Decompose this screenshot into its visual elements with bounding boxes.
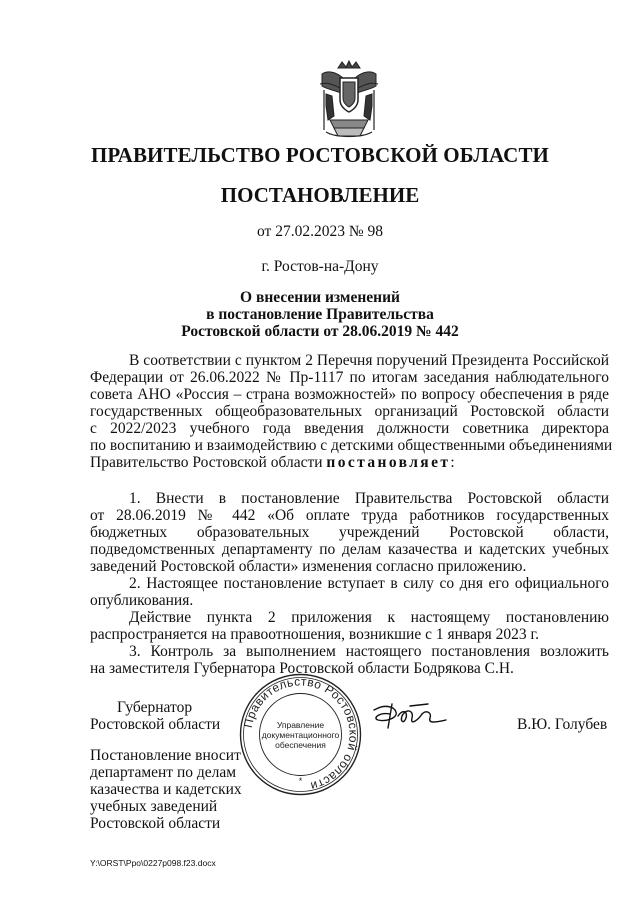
governor-title: Губернатор <box>117 699 193 716</box>
signatory-name: В.Ю. Голубев <box>517 716 608 733</box>
item-2b-line: Действие пункта 2 приложения к настоящему постановлению <box>129 609 609 626</box>
seal-inner-line: Управление <box>276 720 325 730</box>
preamble-line: государственных общеобразовательных организаций Ростовской области <box>90 403 609 420</box>
item-1-line: бюджетных образовательных учреждений Ростовской области, <box>90 524 609 541</box>
item-3-line: на заместителя Губернатора Ростовской области Бодрякова С.Н. <box>90 660 514 677</box>
seal-inner-line: обеспечения <box>275 740 326 750</box>
file-path: Y:\ORST\Ppo\0227p098.f23.docx <box>90 858 216 868</box>
preamble-line: Федерации от 26.06.2022 № Пр-1117 по итогам заседания наблюдательного <box>90 369 609 386</box>
submitted-by-line: департамент по делам <box>90 764 237 781</box>
item-2b-line: распространяется на правоотношения, возникшие с 1 января 2023 г. <box>90 626 540 643</box>
preamble-suffix: : <box>450 454 455 471</box>
seal-inner-line: документационного <box>261 730 340 740</box>
item-1-line: 1. Внести в постановление Правительства Ростовской области <box>129 490 609 507</box>
governor-region: Ростовской области <box>90 716 221 733</box>
submitted-by-line: казачества и кадетских <box>90 781 242 798</box>
item-3-line: 3. Контроль за выполнением настоящего постановления возложить <box>129 643 609 660</box>
item-1-line: заведений Ростовской области» изменения согласно приложению. <box>90 558 527 575</box>
submitted-by-line: учебных заведений <box>90 798 218 815</box>
subject-line: в постановление Правительства <box>206 306 434 323</box>
preamble-line: по воспитанию и взаимодействию с детскими общественными объединениями <box>90 437 613 454</box>
preamble-final-line <box>90 454 609 471</box>
document-subject <box>0 289 640 340</box>
preamble-line: с 2022/2023 учебного года введения должности советника директора <box>90 420 609 437</box>
preamble-prefix: Правительство Ростовской области <box>90 454 327 471</box>
resolution-keyword: постановляет <box>326 454 451 471</box>
document-city: г. Ростов-на-Дону <box>261 258 379 275</box>
item-2-line: 2. Настоящее постановление вступает в силу со дня его официального <box>129 575 609 592</box>
document-date-number: от 27.02.2023 № 98 <box>257 223 383 240</box>
submitted-by-line: Постановление вносит <box>90 747 241 764</box>
coat-of-arms-icon <box>316 60 382 140</box>
item-2-line: опубликования. <box>90 592 194 609</box>
official-seal-icon <box>238 672 363 797</box>
seal-ring-text: Правительство Ростовской области <box>240 674 361 794</box>
subject-line: Ростовской области от 28.06.2019 № 442 <box>181 323 459 340</box>
svg-text:*: * <box>298 776 303 786</box>
item-1-line: подведомственных департаменту по делам казачества и кадетских учебных <box>90 541 609 558</box>
handwritten-signature-icon <box>370 700 450 732</box>
document-type: ПОСТАНОВЛЕНИЕ <box>220 183 420 207</box>
government-title: ПРАВИТЕЛЬСТВО РОСТОВСКОЙ ОБЛАСТИ <box>91 143 549 167</box>
subject-line: О внесении изменений <box>240 289 400 306</box>
preamble-line: совета АНО «Россия – страна возможностей» по вопросу обеспечения в ряде <box>90 386 609 403</box>
preamble-line: В соответствии с пунктом 2 Перечня поручений Президента Российской <box>129 352 609 369</box>
submitted-by-line: Ростовской области <box>90 815 221 832</box>
item-1-line: от 28.06.2019 № 442 «Об оплате труда работников государственных <box>90 507 609 524</box>
